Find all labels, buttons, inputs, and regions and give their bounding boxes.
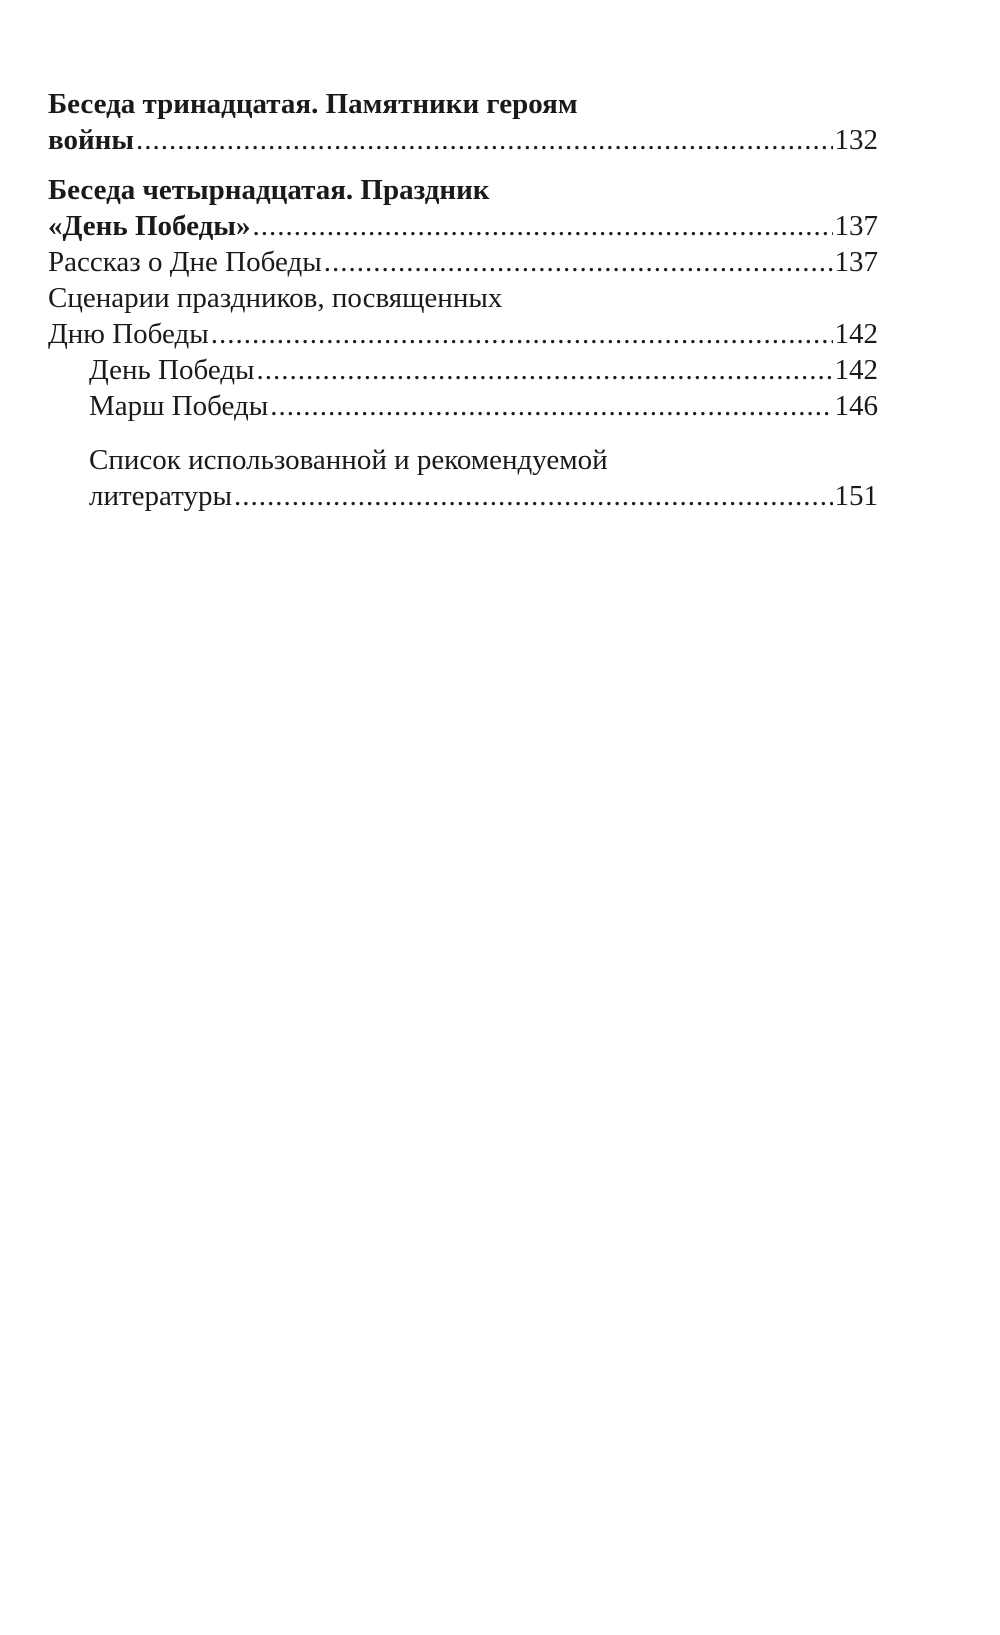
toc-entry-title: Рассказ о Дне Победы bbox=[48, 246, 322, 278]
toc-entry-dotline bbox=[89, 388, 878, 424]
toc-entry-dotline bbox=[48, 316, 878, 352]
page-number: 146 bbox=[834, 390, 878, 422]
page-number: 132 bbox=[834, 124, 878, 156]
page-number: 142 bbox=[834, 354, 878, 386]
dot-leader bbox=[257, 352, 833, 388]
toc-entry-talk-14 bbox=[48, 172, 878, 244]
toc-entry-title: Беседа четырнадцатая. Праздник bbox=[48, 174, 490, 206]
page-number: 137 bbox=[834, 210, 878, 242]
page-number: 137 bbox=[834, 246, 878, 278]
toc-entry-title: Список использованной и рекомендуемой bbox=[89, 444, 608, 476]
dot-leader bbox=[136, 122, 832, 158]
dot-leader bbox=[324, 244, 833, 280]
toc-entry-dotline bbox=[89, 352, 878, 388]
dot-leader bbox=[211, 316, 833, 352]
toc-entry-bibliography bbox=[48, 442, 878, 514]
dot-leader bbox=[270, 388, 832, 424]
toc-entry-dotline bbox=[48, 122, 878, 158]
toc-entry-talk-13 bbox=[48, 86, 878, 158]
toc-entry-dotline bbox=[48, 208, 878, 244]
toc-entry-title-cont: литературы bbox=[89, 480, 232, 512]
dot-leader bbox=[252, 208, 832, 244]
toc-entry-victory-march bbox=[48, 388, 878, 424]
toc-entry-victory-day-story bbox=[48, 244, 878, 280]
table-of-contents bbox=[48, 86, 878, 514]
toc-entry-title-cont: Дню Победы bbox=[48, 318, 209, 350]
toc-entry-dotline bbox=[48, 244, 878, 280]
toc-entry-scenarios bbox=[48, 280, 878, 352]
page-number: 142 bbox=[834, 318, 878, 350]
toc-entry-dotline bbox=[89, 478, 878, 514]
toc-entry-title: Беседа тринадцатая. Памятники героям bbox=[48, 88, 578, 120]
toc-entry-title: Марш Победы bbox=[89, 390, 269, 422]
page-number: 151 bbox=[834, 480, 878, 512]
dot-leader bbox=[234, 478, 833, 514]
toc-entry-title-cont: войны bbox=[48, 124, 135, 156]
toc-entry-title: День Победы bbox=[89, 354, 255, 386]
toc-entry-title: Сценарии праздников, посвященных bbox=[48, 282, 503, 314]
toc-entry-title-cont: «День Победы» bbox=[48, 210, 251, 242]
toc-entry-victory-day bbox=[48, 352, 878, 388]
